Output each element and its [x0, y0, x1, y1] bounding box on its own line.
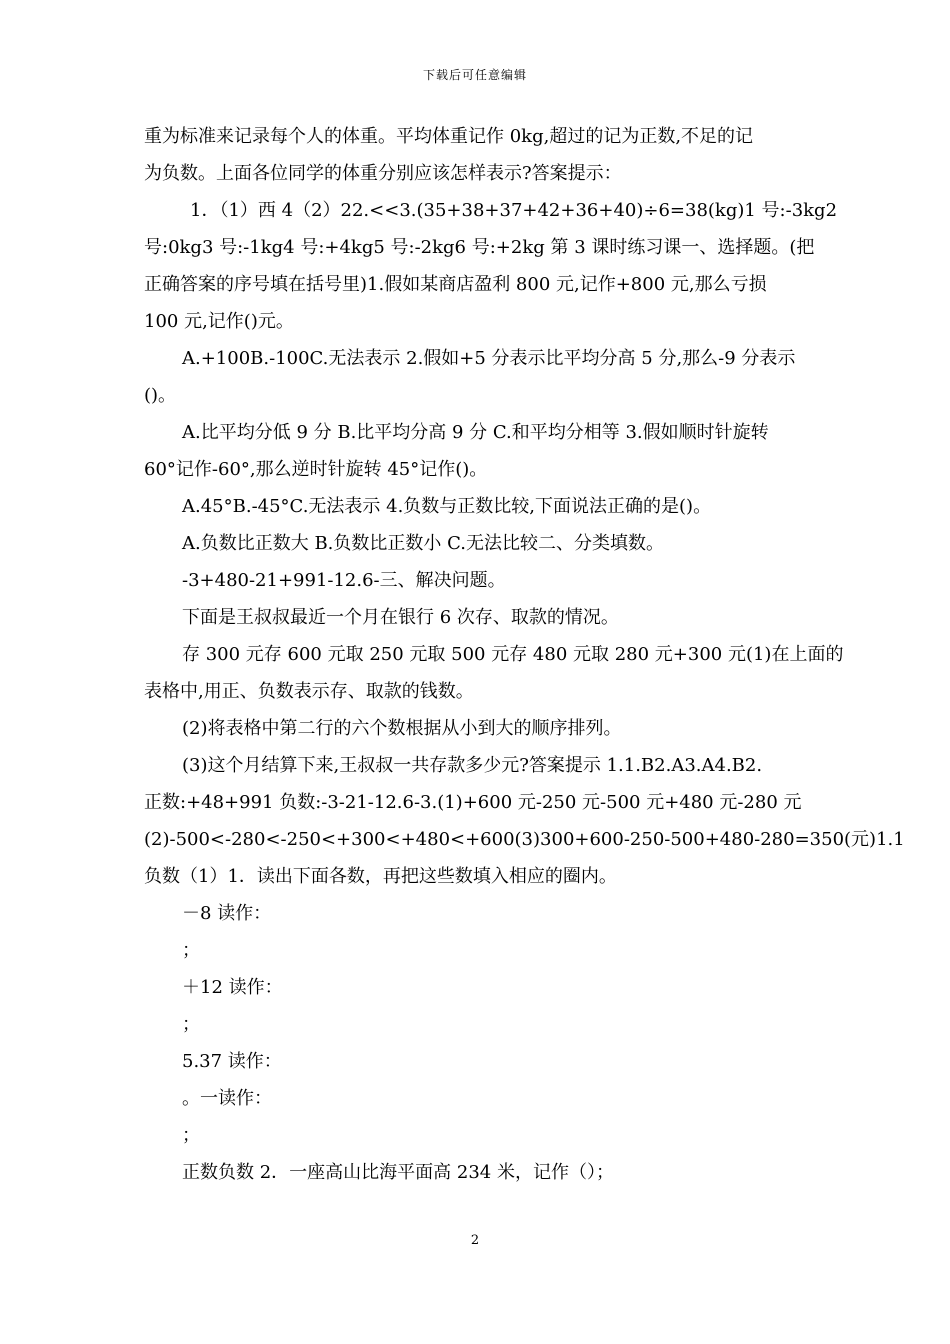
text-line: 。一读作：: [182, 1088, 272, 1109]
text-line: -3+480-21+991-12.6-三、解决问题。: [182, 570, 506, 591]
text-line: 5.37 读作：: [182, 1051, 282, 1072]
text-line: ；: [182, 1014, 200, 1035]
text-line: (2)将表格中第二行的六个数根据从小到大的顺序排列。: [182, 718, 622, 739]
text-line: ；: [182, 940, 200, 961]
text-line: 重为标准来记录每个人的体重。平均体重记作 0kg,超过的记为正数,不足的记: [144, 126, 754, 147]
text-line: －8 读作：: [182, 903, 272, 924]
document-body: [144, 118, 905, 1191]
text-line: 负数（1）1．读出下面各数，再把这些数填入相应的圈内。: [144, 866, 617, 887]
text-line: 存 300 元存 600 元取 250 元取 500 元存 480 元取 280 元+300 元(1)在上面的: [182, 644, 844, 665]
text-line: 正数负数 2．一座高山比海平面高 234 米，记作（）；: [182, 1162, 614, 1183]
text-line: A.+100B.-100C.无法表示 2.假如+5 分表示比平均分高 5 分,那么-9 分表示: [182, 348, 796, 369]
text-line: 表格中,用正、负数表示存、取款的钱数。: [144, 681, 474, 702]
text-line: 60°记作-60°,那么逆时针旋转 45°记作()。: [144, 459, 488, 480]
page-header: 下载后可任意编辑: [422, 68, 527, 82]
text-line: ；: [182, 1125, 200, 1146]
text-line: ()。: [144, 385, 177, 406]
text-line: (2)-500<-280<-250<+300<+480<+600(3)300+600-250-500+480-280=350(元)1.1: [144, 829, 905, 850]
text-line: 1．（1）西 4（2）22.<<3.(35+38+37+42+36+40)÷6=38(kg)1 号:-3kg2: [190, 200, 838, 221]
text-line: 为负数。上面各位同学的体重分别应该怎样表示?答案提示：: [144, 163, 622, 184]
text-line: A.负数比正数大 B.负数比正数小 C.无法比较二、分类填数。: [182, 533, 664, 554]
text-line: 100 元,记作()元。: [144, 311, 294, 332]
page-number: 2: [470, 1233, 480, 1248]
text-line: A.45°B.-45°C.无法表示 4.负数与正数比较,下面说法正确的是()。: [182, 496, 712, 517]
text-line: 号:0kg3 号:-1kg4 号:+4kg5 号:-2kg6 号:+2kg 第 3 课时练习课一、选择题。(把: [144, 237, 815, 258]
text-line: 下面是王叔叔最近一个月在银行 6 次存、取款的情况。: [182, 607, 619, 628]
text-line: (3)这个月结算下来,王叔叔一共存款多少元?答案提示 1.1.B2.A3.A4.B2.: [182, 755, 763, 776]
text-line: 正确答案的序号填在括号里)1.假如某商店盈利 800 元,记作+800 元,那么亏损: [144, 274, 767, 295]
text-line: 正数:+48+991 负数:-3-21-12.6-3.(1)+600 元-250 元-500 元+480 元-280 元: [144, 792, 802, 813]
text-line: A.比平均分低 9 分 B.比平均分高 9 分 C.和平均分相等 3.假如顺时针旋转: [182, 422, 769, 443]
text-line: ＋12 读作：: [182, 977, 283, 998]
